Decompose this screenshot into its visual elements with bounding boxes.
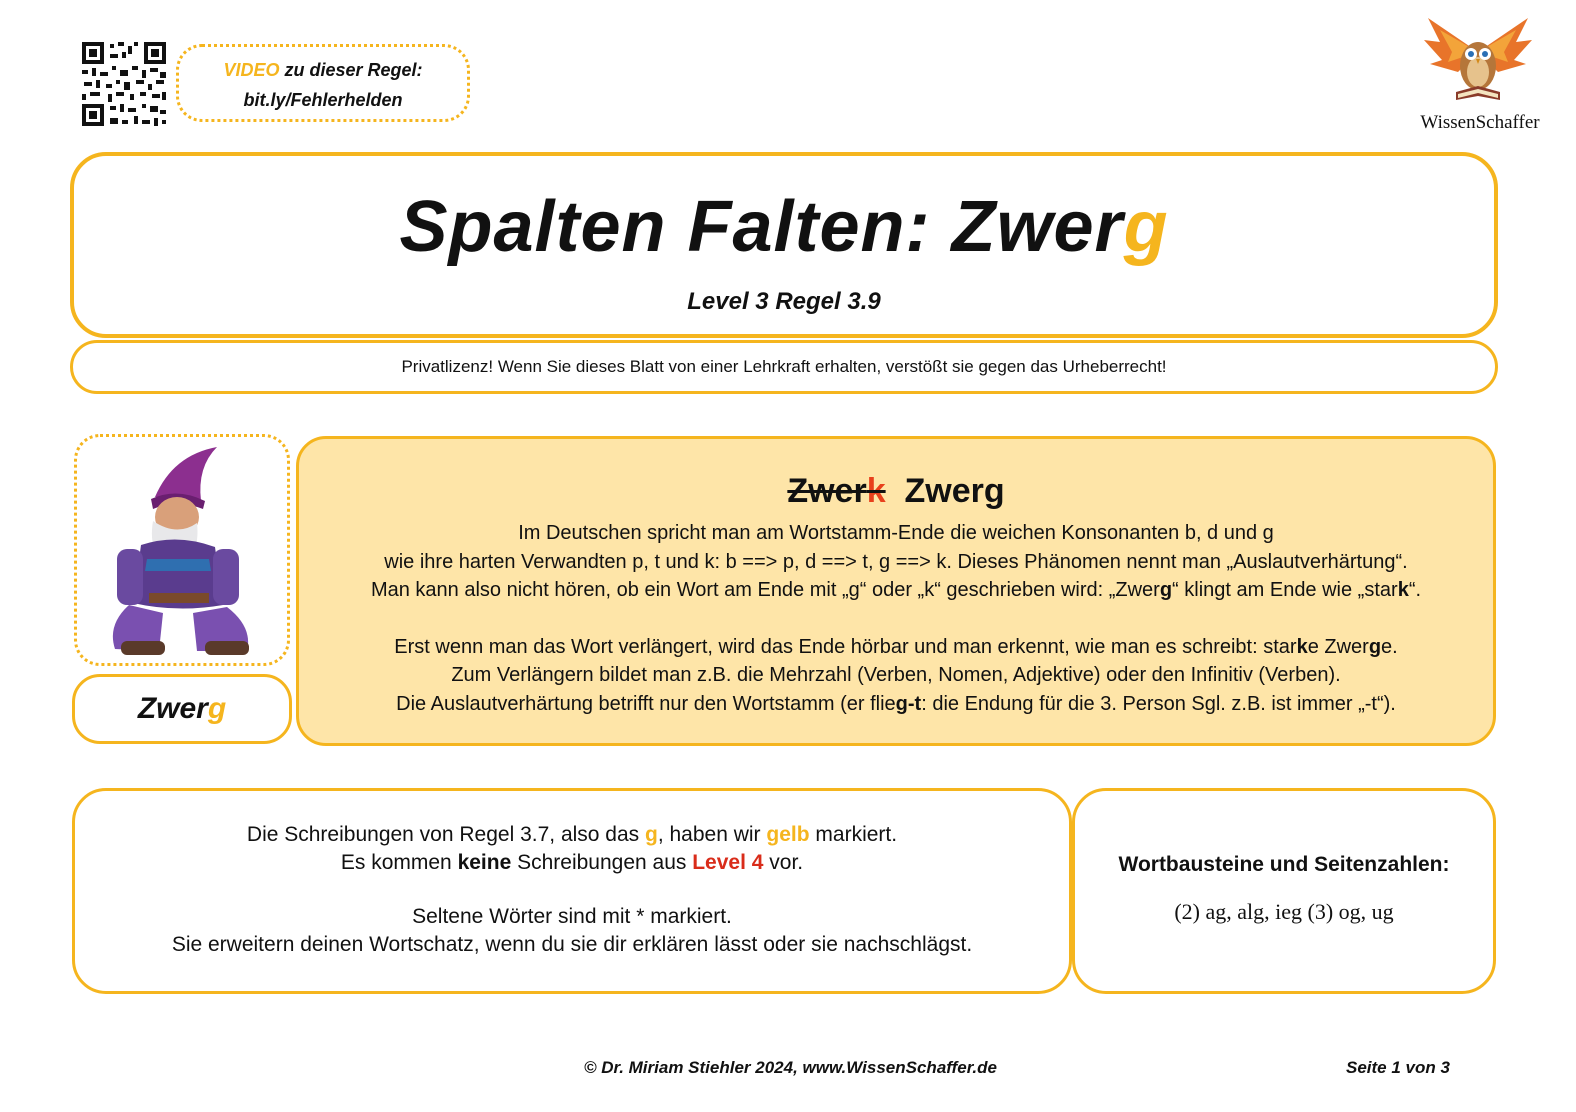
wrong-prefix: Zwer xyxy=(787,472,867,510)
rule-text xyxy=(299,519,1493,718)
correct-spelling: Zwerg xyxy=(904,472,1005,510)
copyright: © Dr. Miriam Stiehler 2024, www.WissenSchaffer.de xyxy=(584,1058,997,1077)
info-line: Die Schreibungen von Regel 3.7, also das g, haben wir gelb markiert. xyxy=(246,823,898,846)
rule-box xyxy=(296,436,1496,746)
info-line: Sie erweitern deinen Wortschatz, wenn du sie dir erklären lässt oder sie nachschlägst. xyxy=(171,933,973,956)
word-parts-box xyxy=(1072,788,1496,994)
word-highlight: g xyxy=(207,692,227,725)
rule-line: wie ihre harten Verwandten p, t und k: b ==> p, d ==> t, g ==> k. Dieses Phänomen nennt man „Auslautverhärtung“. xyxy=(384,550,1408,573)
title-box xyxy=(70,152,1498,338)
logo-name: WissenSchaffer xyxy=(1420,112,1540,133)
info-box xyxy=(72,788,1072,994)
qr-code xyxy=(80,40,168,128)
word-parts-title: Wortbausteine und Seitenzahlen: xyxy=(1118,853,1450,876)
page-number: Seite 1 von 3 xyxy=(1346,1058,1450,1077)
rule-line: Im Deutschen spricht man am Wortstamm-Ende die weichen Konsonanten b, d und g xyxy=(518,522,1274,544)
wissenschaffer-logo xyxy=(1418,12,1538,132)
video-link-box[interactable] xyxy=(176,44,470,122)
rule-line: Erst wenn man das Wort verlängert, wird das Ende hörbar und man erkennt, wie man es schreibt: starke Zwerge. xyxy=(394,635,1398,658)
rule-line: Die Auslautverhärtung betrifft nur den Wortstamm (er flieg-t: die Endung für die 3. Person Sgl. z.B. ist immer „-t“). xyxy=(396,692,1396,715)
word-card xyxy=(72,674,292,744)
owl-icon xyxy=(1418,12,1538,108)
dwarf-illustration xyxy=(77,437,287,663)
wrong-spelling xyxy=(787,472,885,510)
rule-heading xyxy=(299,471,1493,511)
video-caption xyxy=(179,55,467,85)
license-notice: Privatlizenz! Wenn Sie dieses Blatt von einer Lehrkraft erhalten, verstößt sie gegen das Urheberrecht! xyxy=(70,340,1498,394)
info-line: Es kommen keine Schreibungen aus Level 4 vor. xyxy=(340,851,804,874)
info-line: Seltene Wörter sind mit * markiert. xyxy=(412,905,732,928)
title-prefix: Spalten Falten: Zwer xyxy=(399,187,1124,267)
word-prefix: Zwer xyxy=(137,692,208,725)
video-suffix: zu dieser Regel: xyxy=(279,60,423,80)
wrong-letter: k xyxy=(866,472,886,510)
video-link[interactable]: bit.ly/Fehlerhelden xyxy=(243,90,403,110)
picture-box xyxy=(74,434,290,666)
title-highlight: g xyxy=(1123,187,1169,267)
rule-line: Zum Verlängern bildet man z.B. die Mehrzahl (Verben, Nomen, Adjektive) oder den Infinitiv (Verben). xyxy=(451,664,1341,686)
page-subtitle: Level 3 Regel 3.9 xyxy=(687,288,881,315)
word-parts-list: (2) ag, alg, ieg (3) og, ug xyxy=(1174,899,1394,924)
video-label: VIDEO xyxy=(223,60,280,80)
rule-line: Man kann also nicht hören, ob ein Wort am Ende mit „g“ oder „k“ geschrieben wird: „Zwerg“ klingt am Ende wie „stark“. xyxy=(370,579,1422,601)
page-title xyxy=(74,184,1494,270)
